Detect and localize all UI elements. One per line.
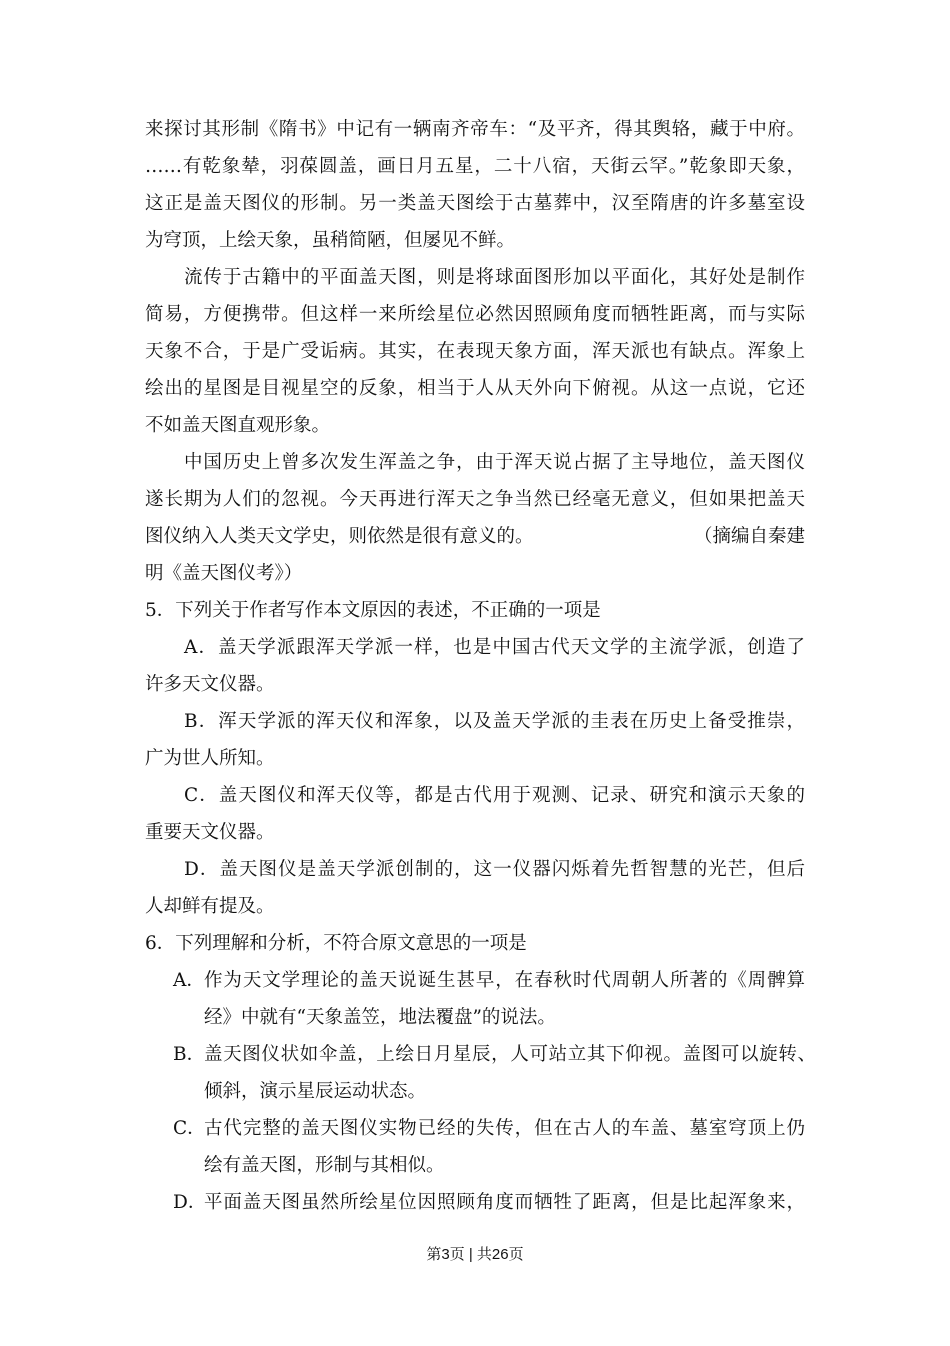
passage-line: 绘出的星图是目视星空的反象，相当于人从天外向下俯视。从这一点说，它还 bbox=[145, 378, 805, 399]
option-b-cont: 广为世人所知。 bbox=[145, 748, 275, 769]
question-stem: 6．下列理解和分析，不符合原文意思的一项是 bbox=[145, 933, 527, 954]
option-c-cont: 重要天文仪器。 bbox=[145, 822, 275, 843]
option-c: C．盖天图仪和浑天仪等，都是古代用于观测、记录、研究和演示天象的 bbox=[184, 785, 805, 806]
passage-line: 为穹顶，上绘天象，虽稍简陋，但屡见不鲜。 bbox=[145, 230, 516, 251]
source-citation: （摘编自秦建 bbox=[693, 526, 805, 547]
option-a: 作为天文学理论的盖天说诞生甚早，在春秋时代周朝人所著的《周髀算 bbox=[204, 970, 805, 991]
passage-line: ……有乾象辇，羽葆圆盖，画日月五星，二十八宿，天街云罕。”乾象即天象， bbox=[145, 156, 805, 177]
passage-line: 天象不合，于是广受诟病。其实，在表现天象方面，浑天派也有缺点。浑象上 bbox=[145, 341, 805, 362]
passage-line: 这正是盖天图仪的形制。另一类盖天图绘于古墓葬中，汉至隋唐的许多墓室设 bbox=[145, 193, 805, 214]
option-label: B． bbox=[173, 1044, 206, 1065]
source-citation-end: 明《盖天图仪考》） bbox=[145, 563, 303, 584]
option-a: A．盖天学派跟浑天学派一样，也是中国古代天文学的主流学派，创造了 bbox=[184, 637, 805, 658]
passage-line: 中国历史上曾多次发生浑盖之争，由于浑天说占据了主导地位，盖天图仪 bbox=[184, 452, 805, 473]
option-d: 平面盖天图虽然所绘星位因照顾角度而牺牲了距离，但是比起浑象来， bbox=[204, 1192, 805, 1213]
passage-line: 流传于古籍中的平面盖天图，则是将球面图形加以平面化，其好处是制作 bbox=[184, 267, 805, 288]
option-b: B．浑天学派的浑天仪和浑象，以及盖天学派的圭表在历史上备受推崇， bbox=[184, 711, 805, 732]
passage-line: 简易，方便携带。但这样一来所绘星位必然因照顾角度而牺牲距离，而与实际 bbox=[145, 304, 805, 325]
option-a-cont: 经》中就有“天象盖笠，地法覆盘”的说法。 bbox=[204, 1007, 556, 1028]
option-c: 古代完整的盖天图仪实物已经的失传，但在古人的车盖、墓室穹顶上仍 bbox=[204, 1118, 805, 1139]
passage-line: 不如盖天图直观形象。 bbox=[145, 415, 331, 436]
option-b: 盖天图仪状如伞盖，上绘日月星辰，人可站立其下仰视。盖图可以旋转、 bbox=[204, 1044, 816, 1065]
passage-line: 遂长期为人们的忽视。今天再进行浑天之争当然已经毫无意义，但如果把盖天 bbox=[145, 489, 805, 510]
option-b-cont: 倾斜，演示星辰运动状态。 bbox=[204, 1081, 427, 1102]
option-d-cont: 人却鲜有提及。 bbox=[145, 896, 275, 917]
option-label: D． bbox=[173, 1192, 207, 1213]
option-d: D．盖天图仪是盖天学派创制的，这一仪器闪烁着先哲智慧的光芒，但后 bbox=[184, 859, 805, 880]
page-footer: 第3页 | 共26页 bbox=[426, 1246, 524, 1263]
option-c-cont: 绘有盖天图，形制与其相似。 bbox=[204, 1155, 445, 1176]
passage-line: 图仪纳入人类天文学史，则依然是很有意义的。 bbox=[145, 526, 534, 547]
option-label: A． bbox=[173, 970, 205, 991]
option-a-cont: 许多天文仪器。 bbox=[145, 674, 275, 695]
question-stem: 5．下列关于作者写作本文原因的表述，不正确的一项是 bbox=[145, 600, 601, 621]
passage-line: 来探讨其形制《隋书》中记有一辆南齐帝车：“及平齐，得其舆辂，藏于中府。 bbox=[145, 119, 805, 140]
option-label: C． bbox=[173, 1118, 206, 1139]
